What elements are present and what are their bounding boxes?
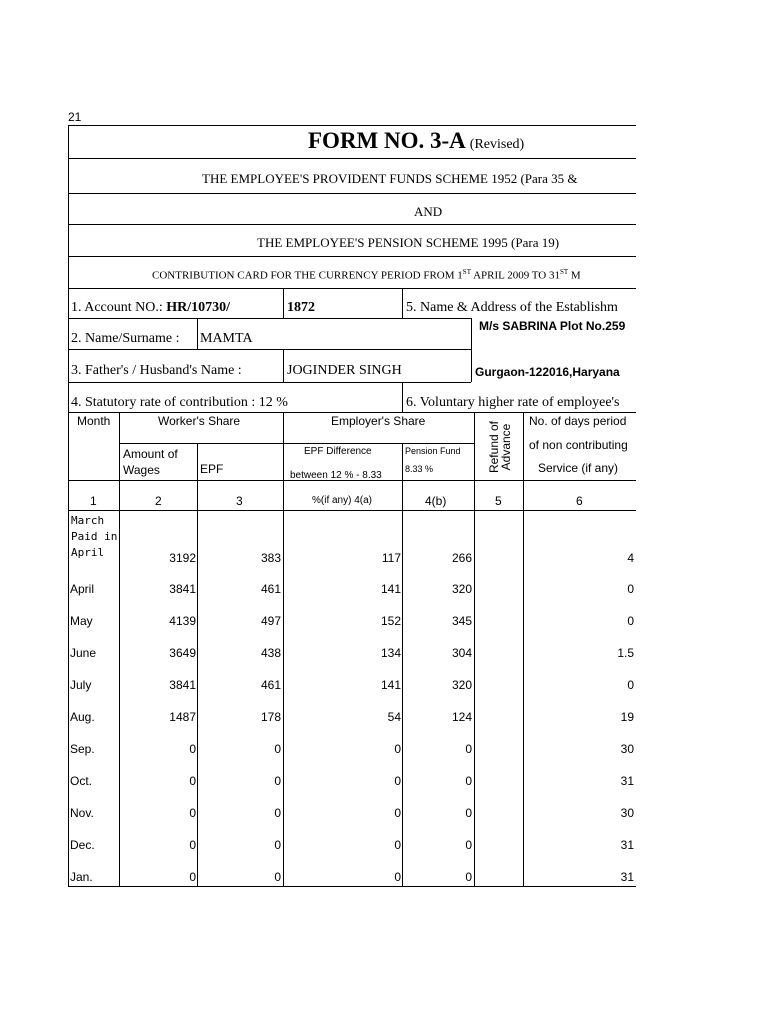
cc-middle: APRIL 2009 TO 31	[470, 269, 560, 282]
row-days: 31	[620, 774, 634, 788]
row-days: 0	[627, 614, 634, 628]
name-field	[71, 331, 179, 347]
divider	[68, 288, 636, 289]
row-pension: 320	[451, 678, 472, 692]
row-pension: 304	[451, 646, 472, 660]
month-line3: April	[71, 546, 105, 559]
header-days-period-3: Service (if any)	[538, 461, 619, 475]
divider	[68, 256, 636, 257]
row-epf-diff: 134	[380, 646, 401, 660]
row-days: 30	[620, 806, 634, 820]
col-number-2: 2	[155, 494, 162, 508]
vdivider	[402, 382, 403, 412]
row-epf: 0	[274, 870, 281, 884]
header-refund-of-advance	[487, 417, 513, 477]
header-pension-fund-1: Pension Fund	[405, 446, 461, 456]
divider	[68, 318, 471, 319]
row-wages: 1487	[169, 710, 196, 724]
row-wages: 3841	[169, 582, 196, 596]
divider	[68, 412, 636, 413]
col-number-4b: 4(b)	[425, 494, 447, 508]
row-days: 31	[620, 870, 634, 884]
header-amount-of-wages	[123, 446, 178, 478]
row-month: Sep.	[70, 742, 95, 756]
row-epf-diff: 0	[394, 838, 401, 852]
month-line2: Paid in	[71, 530, 118, 543]
header-days-period-1: No. of days period	[529, 414, 627, 428]
name-value: MAMTA	[200, 331, 253, 346]
father-value: JOGINDER SINGH	[287, 363, 402, 378]
vdivider	[402, 288, 403, 318]
vdivider	[283, 288, 284, 318]
row-epf-diff: 0	[394, 806, 401, 820]
vdivider	[283, 349, 284, 382]
row-wages: 0	[189, 774, 196, 788]
row-pension: 345	[451, 614, 472, 628]
row-pension: 0	[465, 838, 472, 852]
contribution-card-title	[152, 268, 636, 282]
header-employers-share: Employer's Share	[331, 414, 426, 428]
first-row-epf: 383	[260, 551, 281, 565]
row-month: Nov.	[70, 806, 94, 820]
scheme-1995: THE EMPLOYEE'S PENSION SCHEME 1995 (Para 19)	[257, 235, 560, 250]
col-number-1: 1	[90, 494, 97, 508]
scheme-1952: THE EMPLOYEE'S PROVIDENT FUNDS SCHEME 1952 (Para 35 &	[202, 171, 578, 186]
header-pension-fund-2: 8.33 %	[405, 464, 434, 474]
col-number-3: 3	[236, 494, 243, 508]
row-epf: 178	[260, 710, 281, 724]
row-month: Aug.	[70, 710, 95, 724]
account-field	[71, 300, 230, 316]
first-row-days: 4	[627, 551, 634, 565]
first-row-epf-diff: 117	[381, 551, 401, 565]
account-label: 1. Account NO.:	[71, 300, 167, 315]
cc-sup1: ST	[462, 268, 471, 276]
divider	[68, 349, 471, 350]
header-workers-share: Worker's Share	[158, 414, 241, 428]
header-epf: EPF	[200, 462, 224, 476]
row-wages: 0	[189, 838, 196, 852]
vdivider	[471, 318, 472, 382]
establishment-line1: M/s SABRINA Plot No.259	[479, 319, 626, 333]
establishment-label: 5. Name & Address of the Establishm	[406, 300, 618, 315]
row-pension: 0	[465, 806, 472, 820]
divider	[68, 224, 636, 225]
cc-prefix: CONTRIBUTION CARD FOR THE CURRENCY PERIOD FROM 1	[152, 269, 463, 282]
row-wages: 0	[189, 806, 196, 820]
row-epf-diff: 141	[380, 582, 401, 596]
form-revised: (Revised)	[469, 137, 525, 152]
row-month: Oct.	[70, 774, 93, 788]
form-title: FORM NO. 3-A	[308, 128, 466, 153]
header-epf-difference-2: between 12 % - 8.33	[290, 470, 382, 481]
first-row-month	[71, 513, 117, 561]
name-label: 2. Name/Surname :	[71, 331, 180, 346]
row-epf: 0	[274, 838, 281, 852]
row-wages: 0	[189, 742, 196, 756]
account-number: 1872	[287, 300, 315, 315]
father-label: 3. Father's / Husband's Name :	[71, 363, 242, 378]
frame-left	[68, 125, 69, 887]
table-line	[119, 443, 474, 444]
header-refund-line2: Advance	[499, 423, 513, 471]
statutory-rate: 4. Statutory rate of contribution : 12 %	[71, 395, 288, 410]
page-number: 21	[68, 110, 82, 124]
vdivider	[197, 318, 198, 349]
col-number-5: 5	[495, 494, 502, 508]
row-epf-diff: 141	[380, 678, 401, 692]
row-month: Dec.	[70, 838, 95, 852]
row-epf-diff: 0	[394, 870, 401, 884]
frame-top	[68, 125, 636, 126]
row-epf: 461	[260, 582, 281, 596]
row-month: June	[70, 646, 97, 660]
table-line	[474, 412, 475, 887]
header-month: Month	[77, 414, 111, 428]
first-row-wages: 3192	[169, 551, 196, 565]
row-wages: 0	[189, 870, 196, 884]
row-epf-diff: 0	[394, 774, 401, 788]
row-epf-diff: 0	[394, 742, 401, 756]
first-row-pension: 266	[451, 551, 472, 565]
row-month: April	[70, 582, 95, 596]
cc-suffix: M	[568, 269, 581, 282]
header-refund-line1: Refund of	[487, 420, 501, 474]
row-epf: 0	[274, 742, 281, 756]
row-epf: 0	[274, 774, 281, 788]
month-line1: March	[71, 514, 105, 527]
account-value: HR/10730/	[166, 300, 231, 315]
row-epf: 0	[274, 806, 281, 820]
col-number-6: 6	[576, 494, 583, 508]
row-wages: 4139	[169, 614, 196, 628]
row-days: 30	[620, 742, 634, 756]
cc-sup2: ST	[560, 268, 569, 276]
row-days: 0	[627, 582, 634, 596]
row-pension: 0	[465, 870, 472, 884]
row-month: July	[70, 678, 92, 692]
header-epf-difference-1: EPF Difference	[304, 446, 372, 457]
row-days: 19	[620, 710, 634, 724]
row-pension: 320	[451, 582, 472, 596]
row-days: 1.5	[617, 646, 634, 660]
row-pension: 124	[451, 710, 472, 724]
row-pension: 0	[465, 774, 472, 788]
table-line	[68, 510, 636, 511]
row-epf-diff: 54	[387, 710, 401, 724]
row-epf: 497	[260, 614, 281, 628]
establishment-line2: Gurgaon-122016,Haryana	[475, 365, 620, 379]
row-wages: 3841	[169, 678, 196, 692]
header-amount-line2: Wages	[123, 463, 160, 477]
divider	[68, 158, 636, 159]
header-amount-line1: Amount of	[123, 447, 178, 461]
form-title-block	[308, 128, 524, 154]
row-wages: 3649	[169, 646, 196, 660]
table-line	[68, 886, 636, 887]
divider	[68, 382, 471, 383]
row-month: Jan.	[70, 870, 93, 884]
voluntary-rate: 6. Voluntary higher rate of employee's	[406, 395, 620, 410]
row-epf-diff: 152	[380, 614, 401, 628]
header-days-period-2: of non contributing	[529, 438, 628, 452]
row-days: 0	[627, 678, 634, 692]
row-epf: 438	[260, 646, 281, 660]
row-epf: 461	[260, 678, 281, 692]
row-days: 31	[620, 838, 634, 852]
row-pension: 0	[465, 742, 472, 756]
header-epf-difference-3: %(if any) 4(a)	[312, 495, 373, 506]
and-text: AND	[414, 204, 443, 219]
row-month: May	[70, 614, 93, 628]
divider	[68, 193, 636, 194]
